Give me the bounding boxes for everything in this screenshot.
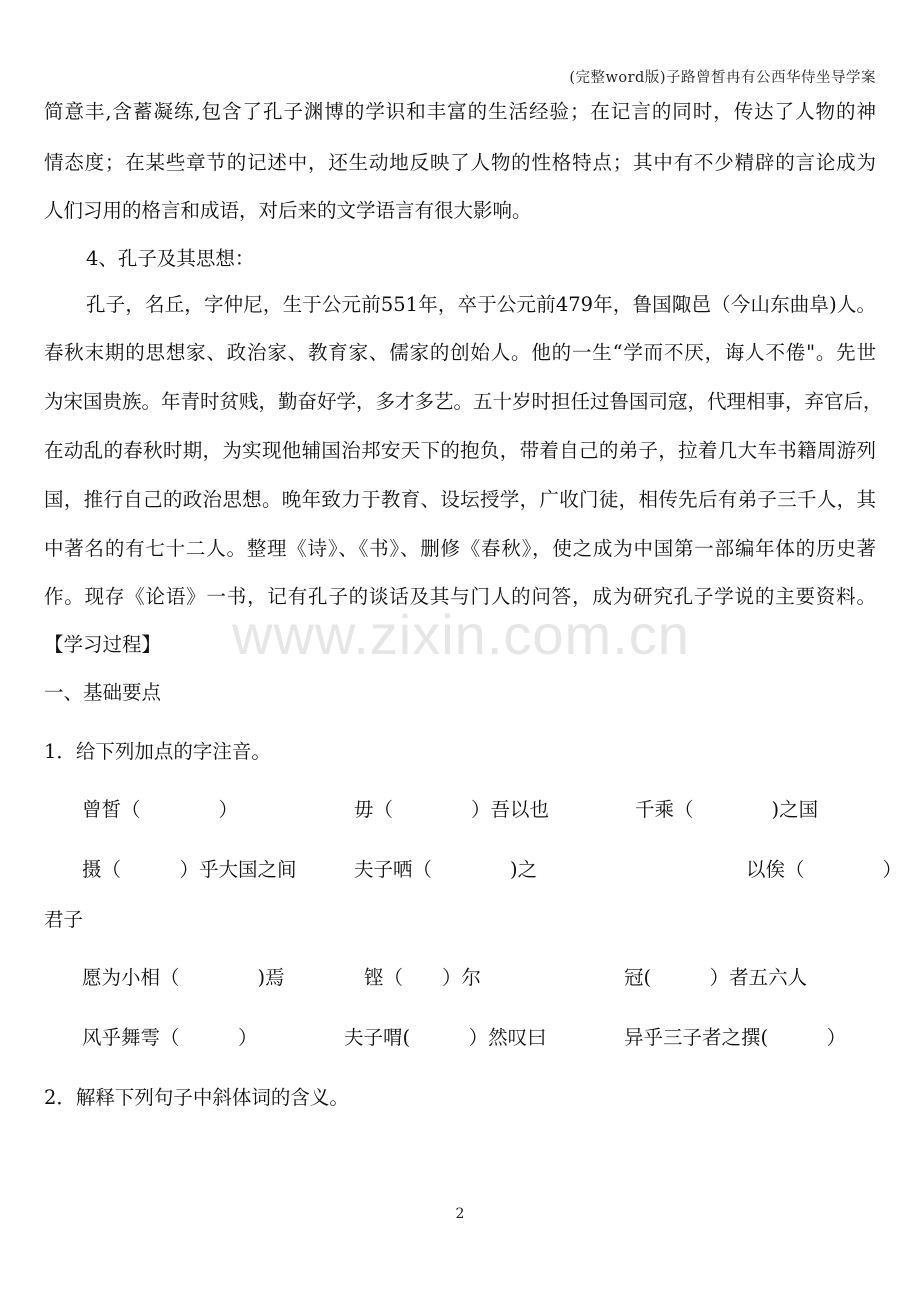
q1-item-keng: 铿（ ）尔 bbox=[364, 966, 482, 989]
confucius-line-3: 为宋国贵族。年青时贫贱，勤奋好学，多才多艺。五十岁时担任过鲁国司寇，代理相事，弃官后， bbox=[44, 390, 883, 413]
q1-item-si: 以俟（ ） bbox=[746, 858, 903, 881]
section4-title: 4、孔子及其思想： bbox=[86, 247, 255, 270]
question-2: 2．解释下列句子中斜体词的含义。 bbox=[44, 1086, 349, 1109]
q1-item-wu: 毋（ ）吾以也 bbox=[354, 798, 550, 821]
question-1: 1．给下列加点的字注音。 bbox=[44, 740, 271, 763]
q1-item-zengxi: 曾皙（ ） bbox=[82, 798, 239, 821]
intro-line-1: 简意丰,含蓄凝练,包含了孔子渊博的学识和丰富的生活经验；在记言的同时，传达了人物的神 bbox=[44, 100, 876, 123]
intro-line-2: 情态度；在某些章节的记述中，还生动地反映了人物的性格特点；其中有不少精辟的言论成为 bbox=[44, 151, 876, 174]
confucius-line-1: 孔子，名丘，字仲尼，生于公元前551年，卒于公元前479年，鲁国陬邑（今山东曲阜)人。 bbox=[86, 293, 876, 316]
page-header-title: (完整word版)子路曾皙冉有公西华侍坐导学案 bbox=[569, 70, 876, 86]
watermark: www.zixin.com.cn bbox=[232, 603, 690, 666]
confucius-line-4: 在动乱的春秋时期，为实现他辅国治邦安天下的抱负，带着自己的弟子，拉着几大车书籍周游列 bbox=[44, 439, 876, 462]
q1-item-guan: 冠( ）者五六人 bbox=[624, 966, 808, 989]
confucius-line-7: 作。现存《论语》一书，记有孔子的谈话及其与门人的问答，成为研究孔子学说的主要资料。 bbox=[44, 585, 876, 608]
q1-item-shen: 夫子哂（ )之 bbox=[354, 858, 538, 881]
q1-item-xiaoxiang: 愿为小相（ )焉 bbox=[82, 966, 285, 989]
q1-item-zhuan: 异乎三子者之撰( ） bbox=[624, 1026, 847, 1049]
basics-heading: 一、基础要点 bbox=[44, 681, 162, 704]
q1-item-junzi: 君子 bbox=[44, 908, 84, 931]
page-number: 2 bbox=[455, 1206, 465, 1222]
q1-item-kui: 夫子喟( ）然叹曰 bbox=[344, 1026, 547, 1049]
confucius-line-2: 春秋末期的思想家、政治家、教育家、儒家的创始人。他的一生“学而不厌，诲人不倦"。先世 bbox=[44, 341, 876, 364]
confucius-line-5: 国，推行自己的政治思想。晚年致力于教育、设坛授学，广收门徒，相传先后有弟子三千人，其 bbox=[44, 488, 876, 511]
q1-item-wuyu: 风乎舞雩（ ） bbox=[82, 1026, 258, 1049]
q1-item-qiansheng: 千乘（ )之国 bbox=[635, 798, 819, 821]
intro-line-3: 人们习用的格言和成语，对后来的文学语言有很大影响。 bbox=[44, 199, 532, 222]
study-process-heading: 【学习过程】 bbox=[44, 633, 162, 656]
confucius-line-6: 中著名的有七十二人。整理《诗》、《书》、删修《春秋》，使之成为中国第一部编年体的历史著 bbox=[44, 537, 876, 560]
q1-item-she: 摄（ ）乎大国之间 bbox=[82, 858, 297, 881]
